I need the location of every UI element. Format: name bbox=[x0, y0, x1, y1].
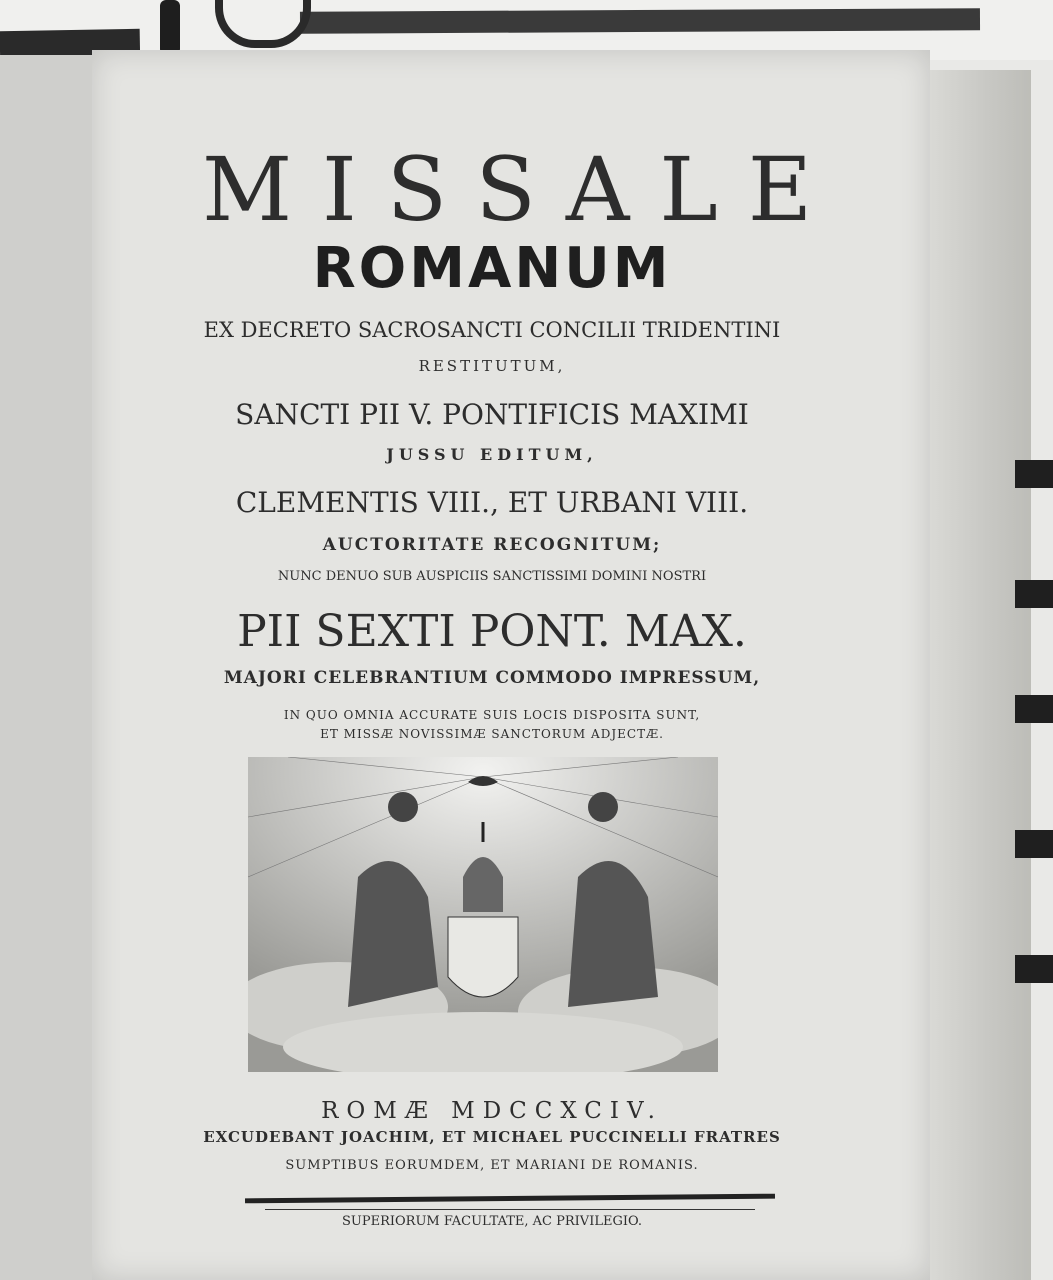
privilege-line: SUPERIORUM FACULTATE, AC PRIVILEGIO. bbox=[341, 1214, 642, 1229]
cover-binding-edge bbox=[300, 8, 980, 34]
text-line: PII SEXTI PONT. MAX. bbox=[237, 606, 747, 657]
text-line: NUNC DENUO SUB AUSPICIIS SANCTISSIMI DOMINI NOSTRI bbox=[277, 569, 707, 584]
page-tab bbox=[1015, 695, 1053, 723]
page-tab bbox=[1015, 955, 1053, 983]
sumptibus-line: SUMPTIBUS EORUMDEM, ET MARIANI DE ROMANIS. bbox=[285, 1158, 699, 1173]
printers: EXCUDEBANT JOACHIM, ET MICHAEL PUCCINELLI FRATRES bbox=[203, 1128, 781, 1146]
page-tab bbox=[1015, 580, 1053, 608]
text-line: MAJORI CELEBRANTIUM COMMODO IMPRESSUM, bbox=[223, 668, 761, 688]
text-line: RESTITUTUM, bbox=[418, 357, 566, 375]
text-line: EX DECRETO SACROSANCTI CONCILII TRIDENTINI bbox=[203, 318, 781, 342]
title: MISSALE bbox=[201, 138, 843, 241]
page-tab bbox=[1015, 830, 1053, 858]
ribbon-strap bbox=[160, 0, 180, 55]
page-tab bbox=[1015, 460, 1053, 488]
text-line: IN QUO OMNIA ACCURATE SUIS LOCIS DISPOSITA SUNT, bbox=[283, 708, 701, 722]
page-stack bbox=[920, 70, 1031, 1280]
engraving-saints-papal-arms-icon bbox=[248, 757, 718, 1072]
text-line: AUCTORITATE RECOGNITUM; bbox=[322, 535, 662, 555]
subtitle: ROMANUM bbox=[312, 236, 672, 301]
imprint-place-date: ROMÆ MDCCXCIV. bbox=[321, 1098, 663, 1124]
text-line: ET MISSÆ NOVISSIMÆ SANCTORUM ADJECTÆ. bbox=[320, 727, 664, 741]
text-line: CLEMENTIS VIII., ET URBANI VIII. bbox=[235, 486, 749, 519]
text-line: JUSSU EDITUM, bbox=[386, 445, 598, 464]
text-line: SANCTI PII V. PONTIFICIS MAXIMI bbox=[235, 398, 749, 431]
divider-rule bbox=[265, 1209, 755, 1210]
left-page-edge bbox=[0, 55, 100, 1280]
